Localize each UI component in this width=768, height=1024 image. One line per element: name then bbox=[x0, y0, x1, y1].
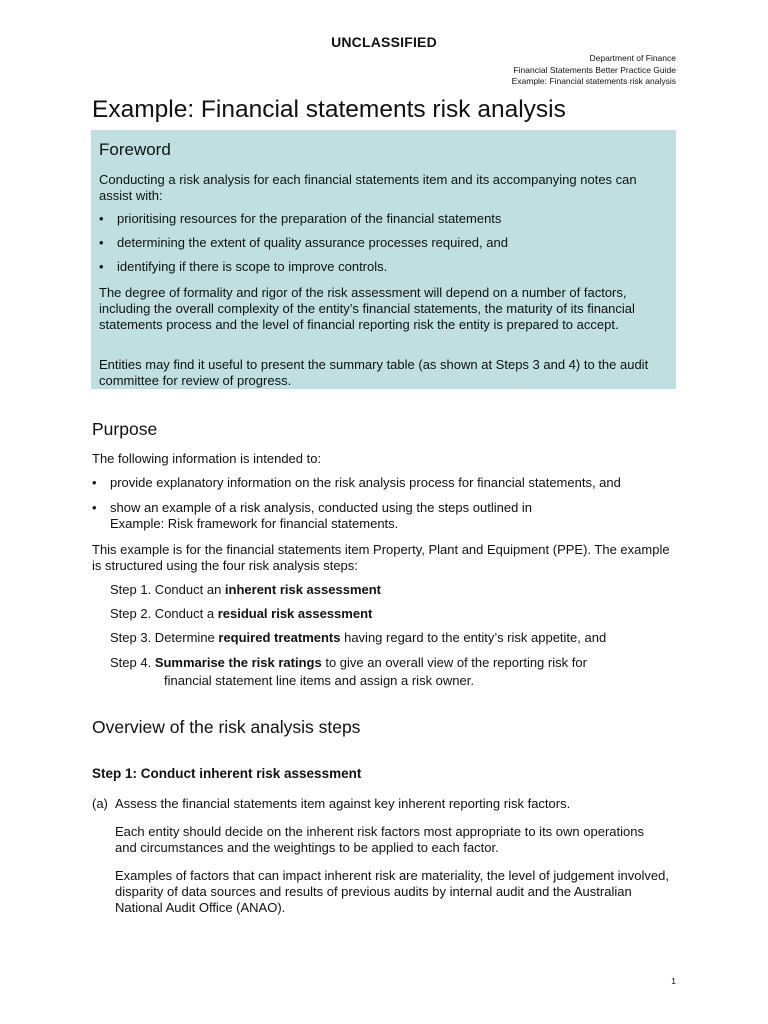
meta-department: Department of Finance bbox=[589, 53, 676, 63]
item-marker: (a) bbox=[92, 796, 108, 811]
foreword-paragraph: The degree of formality and rigor of the risk assessment will depend on a number of factors, including the overall complexity of the entity’s financial statements, the maturity of its financial statements process and the level of financial reporting risk the entity is prepared to accept. bbox=[99, 285, 635, 332]
purpose-heading: Purpose bbox=[92, 419, 158, 439]
purpose-intro: The following information is intended to: bbox=[92, 451, 322, 466]
bullet-icon: • bbox=[99, 259, 104, 274]
overview-paragraph: Each entity should decide on the inherent risk factors most appropriate to its own operations and circumstances and the weightings to be applied to each factor. bbox=[115, 824, 644, 855]
foreword-heading: Foreword bbox=[99, 140, 171, 159]
bullet-icon: • bbox=[99, 235, 104, 250]
step-item: Step 3. Determine required treatments having regard to the entity’s risk appetite, and bbox=[110, 630, 607, 645]
step-item-continuation: financial statement line items and assign a risk owner. bbox=[164, 673, 474, 688]
overview-heading: Overview of the risk analysis steps bbox=[92, 717, 361, 737]
step-item: Step 4. Summarise the risk ratings to give an overall view of the reporting risk for bbox=[110, 655, 587, 670]
step1-heading: Step 1: Conduct inherent risk assessment bbox=[92, 766, 362, 781]
step-item: Step 2. Conduct a residual risk assessment bbox=[110, 606, 373, 621]
document-page: UNCLASSIFIED Department of Finance Financial Statements Better Practice Guide Example: Financial statements risk analysis Example: Financial statements risk analysis Foreword Conducting a risk analysis for each financial statements item and its accompanying notes can assist with: • prioritising resources for the preparation of the financial statements • determining the extent of quality assurance processes required, and • identifying if there is scope to improve controls. The degree of formality and rigor of the risk assessment will depend on a number of factors, including the overall complexity of the entity’s financial statements, the maturity of its financial statements process and the level of financial reporting risk the entity is prepared to accept. Entities may find it useful to present the summary table (as shown at Steps 3 and 4) to the audit committee for review of progress. Purpose The following information is intended to: • provide explanatory information on the risk analysis process for financial statements, and • show an example of a risk analysis, conducted using the steps outlined in Example: Risk framework for financial statements. This example is for the financial statements item Property, Plant and Equipment (PPE). The example is structured using the four risk analysis steps: Step 1. Conduct an inherent risk assessment Step 2. Conduct a residual risk assessment Step 3. Determine required treatments having regard to the entity’s risk appetite, and Step 4. Summarise the risk ratings to give an overall view of the reporting risk for financial statement line items and assign a risk owner. Overview of the risk analysis steps Step 1: Conduct inherent risk assessment (a) Assess the financial statements item against key inherent reporting risk factors. Each entity should decide on the inherent risk factors most appropriate to its own operations and circumstances and the weightings to be applied to each factor. Examples of factors that can impact inherent risk are materiality, the level of judgement involved, disparity of data sources and results of previous audits by internal audit and the Australian National Audit Office (ANAO). 1 bbox=[0, 0, 768, 1024]
bullet-icon: • bbox=[99, 211, 104, 226]
page-title: Example: Financial statements risk analysis bbox=[92, 96, 566, 123]
purpose-paragraph: This example is for the financial statements item Property, Plant and Equipment (PPE). The example is structured using the four risk analysis steps: bbox=[92, 542, 670, 573]
item-a-text: Assess the financial statements item against key inherent reporting risk factors. bbox=[115, 796, 571, 811]
step-item: Step 1. Conduct an inherent risk assessment bbox=[110, 582, 381, 597]
foreword-intro: Conducting a risk analysis for each financial statements item and its accompanying notes can assist with: bbox=[99, 172, 637, 203]
foreword-paragraph: Entities may find it useful to present the summary table (as shown at Steps 3 and 4) to the audit committee for review of progress. bbox=[99, 357, 649, 388]
overview-paragraph: Examples of factors that can impact inherent risk are materiality, the level of judgement involved, disparity of data sources and results of previous audits by internal audit and the Australian National Audit Office (ANAO). bbox=[115, 868, 669, 915]
classification-label: UNCLASSIFIED bbox=[331, 34, 437, 50]
meta-guide: Financial Statements Better Practice Guide bbox=[513, 64, 676, 75]
meta-section: Example: Financial statements risk analysis bbox=[511, 76, 676, 86]
bullet-icon: • bbox=[92, 500, 97, 515]
foreword-box: Foreword Conducting a risk analysis for each financial statements item and its accompanying notes can assist with: • prioritising resources for the preparation of the financial statements • determining the extent of quality assurance processes required, and • identifying if there is scope to improve controls. The degree of formality and rigor of the risk assessment will depend on a number of factors, including the overall complexity of the entity’s financial statements, the maturity of its financial statements process and the level of financial reporting risk the entity is prepared to accept. Entities may find it useful to present the summary table (as shown at Steps 3 and 4) to the audit committee for review of progress. bbox=[91, 130, 676, 389]
document-meta bbox=[512, 53, 676, 88]
bullet-icon: • bbox=[92, 475, 97, 490]
page-number: 1 bbox=[671, 976, 676, 986]
